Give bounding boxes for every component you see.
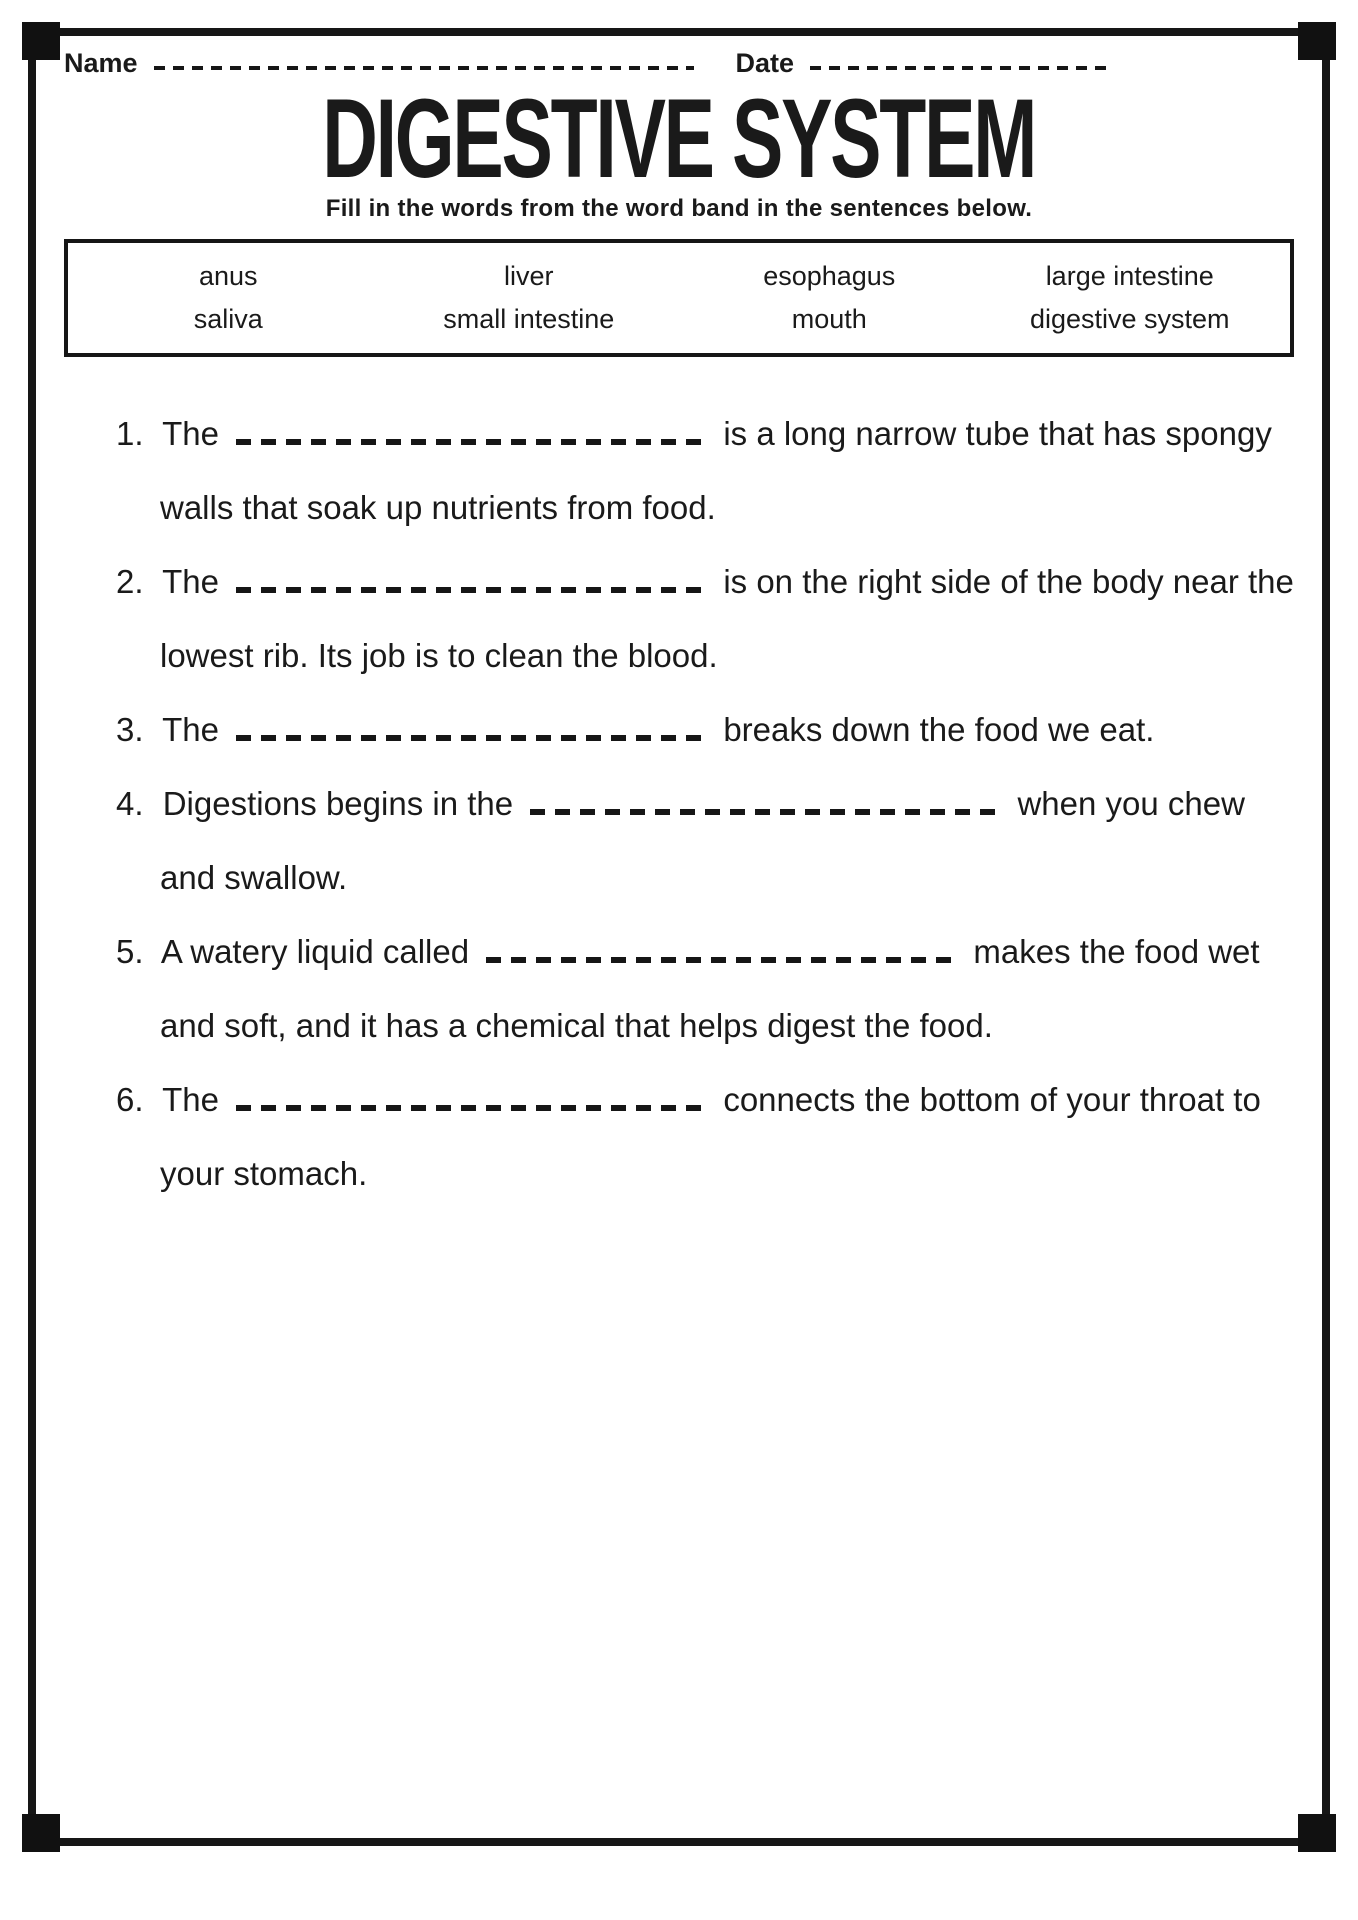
fill-in-blank — [530, 809, 1000, 815]
question-2 — [64, 545, 1294, 693]
question-pre-text: A watery liquid called — [160, 933, 470, 970]
fill-in-blank — [486, 957, 956, 963]
question-number: 5. — [116, 933, 144, 970]
title-wrap — [64, 76, 1294, 202]
name-label: Name — [64, 48, 138, 78]
fill-in-blank — [236, 439, 706, 445]
word-bank-item: digestive system — [1029, 304, 1230, 334]
page-title: DIGESTIVE SYSTEM — [322, 76, 1036, 202]
word-bank-item: mouth — [791, 304, 867, 334]
word-bank-item: anus — [198, 261, 258, 291]
fill-in-blank — [236, 1105, 706, 1111]
question-post-text: makes the food wet and soft, and it has a chemical that helps digest the food. — [160, 933, 1260, 1044]
question-1 — [64, 397, 1294, 545]
question-pre-text: The — [162, 415, 219, 452]
word-bank — [64, 239, 1294, 357]
question-pre-text: The — [162, 711, 219, 748]
question-pre-text: The — [162, 563, 219, 600]
corner-mark-bottom-left — [22, 1814, 60, 1852]
question-number: 2. — [116, 563, 144, 600]
questions-list — [64, 397, 1294, 1211]
question-pre-text: The — [162, 1081, 219, 1118]
question-6 — [64, 1063, 1294, 1211]
worksheet-content — [64, 48, 1294, 1211]
name-blank-line — [154, 66, 694, 70]
question-number: 6. — [116, 1081, 144, 1118]
question-post-text: when you chew and swallow. — [160, 785, 1245, 896]
word-bank-item: esophagus — [763, 261, 896, 291]
date-label: Date — [735, 48, 795, 78]
corner-mark-top-right — [1298, 22, 1336, 60]
question-3 — [64, 693, 1294, 767]
question-number: 3. — [116, 711, 144, 748]
question-4 — [64, 767, 1294, 915]
question-post-text: is a long narrow tube that has spongy walls that soak up nutrients from food. — [160, 415, 1272, 526]
word-bank-item: saliva — [193, 304, 263, 334]
word-bank-item: liver — [503, 261, 554, 291]
question-post-text: is on the right side of the body near the lowest rib. Its job is to clean the blood. — [160, 563, 1294, 674]
word-bank-item: large intestine — [1045, 261, 1214, 291]
fill-in-blank — [236, 735, 706, 741]
date-blank-line — [810, 66, 1110, 70]
word-bank-item: small intestine — [443, 304, 615, 334]
question-number: 4. — [116, 785, 144, 822]
question-5 — [64, 915, 1294, 1063]
instructions-text: Fill in the words from the word band in the sentences below. — [325, 195, 1033, 222]
question-post-text: breaks down the food we eat. — [723, 711, 1155, 748]
name-date-row — [64, 48, 1294, 79]
fill-in-blank — [236, 587, 706, 593]
question-pre-text: Digestions begins in the — [162, 785, 514, 822]
corner-mark-top-left — [22, 22, 60, 60]
question-number: 1. — [116, 415, 144, 452]
corner-mark-bottom-right — [1298, 1814, 1336, 1852]
question-post-text: connects the bottom of your throat to your stomach. — [160, 1081, 1261, 1192]
